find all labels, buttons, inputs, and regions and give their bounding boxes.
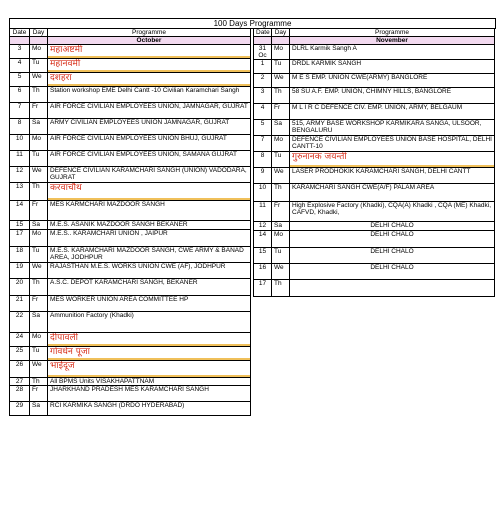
- table-row: [254, 88, 495, 104]
- day-cell: Mo: [30, 135, 48, 151]
- programme-cell: DEFENCE CIVILIAN EMPLOYEES UNION BASE HOSPITAL, DELHI CANTT-10: [290, 136, 495, 152]
- programme-cell: M E S EMP. UNION CWE(ARMY) BANGLORE: [290, 74, 495, 88]
- table-row: [254, 120, 495, 136]
- date-cell: 22: [10, 312, 30, 333]
- day-cell: Mo: [30, 333, 48, 347]
- table-row: [10, 59, 251, 73]
- table-row: [10, 119, 251, 135]
- programme-cell: गुरुनानक जयन्ती: [290, 152, 495, 168]
- day-cell: Th: [30, 87, 48, 103]
- day-cell: Tu: [272, 152, 290, 168]
- day-cell: Th: [30, 378, 48, 386]
- date-cell: 13: [10, 183, 30, 201]
- programme-cell: JHARKHAND PRADESH MES KARAMCHARI SANGH: [48, 386, 251, 402]
- date-cell: 8: [254, 152, 272, 168]
- table-row: [254, 74, 495, 88]
- date-cell: 19: [10, 263, 30, 279]
- day-cell: Sa: [30, 119, 48, 135]
- table-row: [10, 167, 251, 183]
- header-row: [10, 29, 251, 37]
- day-cell: Tu: [30, 347, 48, 361]
- programme-cell: RCI KARMIKA SANGH (DRDO HYDERABAD): [48, 402, 251, 416]
- table-row: [10, 73, 251, 87]
- day-cell: Fr: [272, 202, 290, 222]
- programme-cell: गोवर्धन पूजा: [48, 347, 251, 361]
- programme-header: Programme: [48, 29, 251, 37]
- day-cell: Tu: [30, 247, 48, 263]
- month-november: November: [290, 37, 495, 45]
- day-cell: Fr: [272, 104, 290, 120]
- table-row: [10, 263, 251, 279]
- day-cell: Mo: [272, 45, 290, 60]
- programme-cell: DRDL KARMIK SANGH: [290, 60, 495, 74]
- table-row: [10, 402, 251, 416]
- table-row: [10, 386, 251, 402]
- day-header: Day: [30, 29, 48, 37]
- month-october: October: [48, 37, 251, 45]
- table-row: [254, 184, 495, 202]
- programme-cell: Ammunition Factory (Khadki): [48, 312, 251, 333]
- date-cell: 17: [10, 230, 30, 247]
- table-row: [10, 247, 251, 263]
- table-row: [10, 347, 251, 361]
- programme-cell: LASER PRODHOKIK KARAMCHARI SANGH, DELHI CANTT: [290, 168, 495, 184]
- date-cell: 9: [254, 168, 272, 184]
- day-cell: Th: [272, 184, 290, 202]
- programme-cell: Station workshop EME Delhi Cantt -10 Civilian Karamchari Sangh: [48, 87, 251, 103]
- day-cell: Mo: [30, 230, 48, 247]
- november-rows: [254, 45, 495, 297]
- programme-cell: AIR FORCE CIVILIAN EMPLOYEES UNION BHUJ, GUJRAT: [48, 135, 251, 151]
- programme-cell: A.S.C. DEPOT KARAMCHARI SANGH, BEKANER: [48, 279, 251, 296]
- programme-cell: करवाचौथ: [48, 183, 251, 201]
- date-cell: 8: [10, 119, 30, 135]
- date-cell: 31 Oc: [254, 45, 272, 60]
- day-cell: Fr: [30, 386, 48, 402]
- programme-cell: 515, ARMY BASE WORKSHOP KARMIKARA SANGA, ULSOOR, BENGALURU: [290, 120, 495, 136]
- day-cell: We: [30, 73, 48, 87]
- date-cell: 15: [10, 221, 30, 230]
- date-cell: 12: [254, 222, 272, 231]
- date-cell: 11: [10, 151, 30, 167]
- programme-cell: DELHI CHALO: [290, 222, 495, 231]
- date-cell: 25: [10, 347, 30, 361]
- table-row: [10, 230, 251, 247]
- date-cell: 14: [254, 231, 272, 248]
- programme-cell: महाअष्टमी: [48, 45, 251, 59]
- table-row: [254, 152, 495, 168]
- date-cell: 14: [10, 201, 30, 221]
- day-cell: Tu: [30, 59, 48, 73]
- day-cell: Tu: [30, 151, 48, 167]
- programme-cell: दीपावली: [48, 333, 251, 347]
- date-cell: 10: [10, 135, 30, 151]
- month-row: [10, 37, 251, 45]
- day-cell: Th: [272, 280, 290, 297]
- table-row: [254, 222, 495, 231]
- date-cell: 15: [254, 248, 272, 264]
- day-header: Day: [272, 29, 290, 37]
- november-table: [253, 28, 495, 297]
- date-cell: 5: [254, 120, 272, 136]
- table-row: [254, 168, 495, 184]
- table-row: [254, 248, 495, 264]
- table-row: [254, 264, 495, 280]
- programme-cell: ARMY CIVILIAN EMPLOYEES UNION JAMNAGAR, GUJRAT: [48, 119, 251, 135]
- date-cell: 20: [10, 279, 30, 296]
- date-cell: 7: [254, 136, 272, 152]
- date-cell: 3: [10, 45, 30, 59]
- day-cell: Tu: [272, 60, 290, 74]
- day-cell: We: [272, 168, 290, 184]
- date-cell: 2: [254, 74, 272, 88]
- date-cell: 3: [254, 88, 272, 104]
- programme-header: Programme: [290, 29, 495, 37]
- programme-cell: MES KARMCHARI MAZDOOR SANGH: [48, 201, 251, 221]
- table-row: [254, 280, 495, 297]
- day-cell: Sa: [30, 221, 48, 230]
- day-cell: Fr: [30, 103, 48, 119]
- programme-cell: High Explosive Factory (Khadki), CQA(A) Khadki , CQA (ME) Khadki, CAFVD, Khadki,: [290, 202, 495, 222]
- programme-cell: M L I R C DEFENCE CIV. EMP. UNION, ARMY, BELGAUM: [290, 104, 495, 120]
- day-cell: Sa: [30, 402, 48, 416]
- programme-cell: DLRL Karmik Sangh A: [290, 45, 495, 60]
- table-row: [10, 183, 251, 201]
- programme-cell: M.E.S.. KARAMCHARI UNION , JAIPUR: [48, 230, 251, 247]
- day-cell: We: [30, 263, 48, 279]
- date-cell: 5: [10, 73, 30, 87]
- header-row: [254, 29, 495, 37]
- date-cell: 6: [10, 87, 30, 103]
- table-row: [10, 135, 251, 151]
- programme-cell: 58 SU A.F. EMP. UNION, CHIMNY HILLS, BANGLORE: [290, 88, 495, 104]
- table-row: [10, 312, 251, 333]
- day-cell: Fr: [30, 201, 48, 221]
- programme-cell: महानवमी: [48, 59, 251, 73]
- table-row: [10, 378, 251, 386]
- date-cell: 24: [10, 333, 30, 347]
- page-title: 100 Days Programme: [9, 18, 496, 29]
- programme-sheet: [9, 18, 496, 506]
- october-rows: [10, 45, 251, 416]
- date-cell: 27: [10, 378, 30, 386]
- day-cell: We: [30, 361, 48, 378]
- october-table: [9, 28, 251, 416]
- day-cell: We: [272, 264, 290, 280]
- table-row: [254, 60, 495, 74]
- programme-cell: भाईदूज: [48, 361, 251, 378]
- date-cell: 18: [10, 247, 30, 263]
- programme-cell: AIR FORCE CIVILIAN EMPLOYEES UNION, JAMNAGAR, GUJRAT: [48, 103, 251, 119]
- month-row: [254, 37, 495, 45]
- table-row: [10, 151, 251, 167]
- programme-cell: KARAMCHARI SANGH CWE(A/F) PALAM AREA: [290, 184, 495, 202]
- date-cell: 21: [10, 296, 30, 312]
- table-row: [10, 333, 251, 347]
- table-row: [10, 87, 251, 103]
- table-row: [10, 221, 251, 230]
- programme-cell: MES WORKER UNION AREA COMMITTEE HP: [48, 296, 251, 312]
- day-cell: Mo: [272, 136, 290, 152]
- table-row: [10, 103, 251, 119]
- day-cell: Sa: [272, 120, 290, 136]
- date-cell: 29: [10, 402, 30, 416]
- date-cell: 4: [10, 59, 30, 73]
- day-cell: Th: [30, 279, 48, 296]
- date-cell: 26: [10, 361, 30, 378]
- date-cell: 10: [254, 184, 272, 202]
- programme-cell: DELHI CHALO: [290, 248, 495, 264]
- day-cell: We: [272, 74, 290, 88]
- day-cell: Sa: [30, 312, 48, 333]
- table-row: [10, 296, 251, 312]
- table-row: [10, 201, 251, 221]
- programme-cell: M.E.S. ASANIK MAZDOOR SANGH BEKANER: [48, 221, 251, 230]
- programme-cell: [290, 280, 495, 297]
- programme-cell: DEFENCE CIVILIAN KARAMCHARI SANGH (UNION) VADODARA, GUJRAT: [48, 167, 251, 183]
- day-cell: Mo: [30, 45, 48, 59]
- table-row: [254, 202, 495, 222]
- table-row: [254, 104, 495, 120]
- programme-cell: DELHI CHALO: [290, 264, 495, 280]
- programme-cell: दशहरा: [48, 73, 251, 87]
- date-cell: 28: [10, 386, 30, 402]
- day-cell: Mo: [272, 231, 290, 248]
- date-header: Date: [10, 29, 30, 37]
- day-cell: Fr: [30, 296, 48, 312]
- day-cell: Th: [30, 183, 48, 201]
- date-cell: 4: [254, 104, 272, 120]
- date-cell: 12: [10, 167, 30, 183]
- programme-cell: M.E.S. KARAMCHARI MAZDOOR SANGH, CWE ARMY & BANAD AREA, JODHPUR: [48, 247, 251, 263]
- day-cell: Sa: [272, 222, 290, 231]
- programme-cell: AIR FORCE CIVILIAN EMPLOYEES UNION, SAMANA GUJRAT: [48, 151, 251, 167]
- day-cell: Tu: [272, 248, 290, 264]
- programme-cell: All BPMS Units VISAKHAPATTNAM: [48, 378, 251, 386]
- table-row: [254, 231, 495, 248]
- programme-cell: RAJASTHAN M.E.S. WORKS UNION CWE (AF), JODHPUR: [48, 263, 251, 279]
- date-cell: 17: [254, 280, 272, 297]
- date-cell: 11: [254, 202, 272, 222]
- date-cell: 7: [10, 103, 30, 119]
- date-cell: 16: [254, 264, 272, 280]
- day-cell: Th: [272, 88, 290, 104]
- table-row: [254, 45, 495, 60]
- table-row: [10, 361, 251, 378]
- date-cell: 1: [254, 60, 272, 74]
- table-row: [10, 279, 251, 296]
- programme-cell: DELHI CHALO: [290, 231, 495, 248]
- day-cell: We: [30, 167, 48, 183]
- table-row: [10, 45, 251, 59]
- date-header: Date: [254, 29, 272, 37]
- table-row: [254, 136, 495, 152]
